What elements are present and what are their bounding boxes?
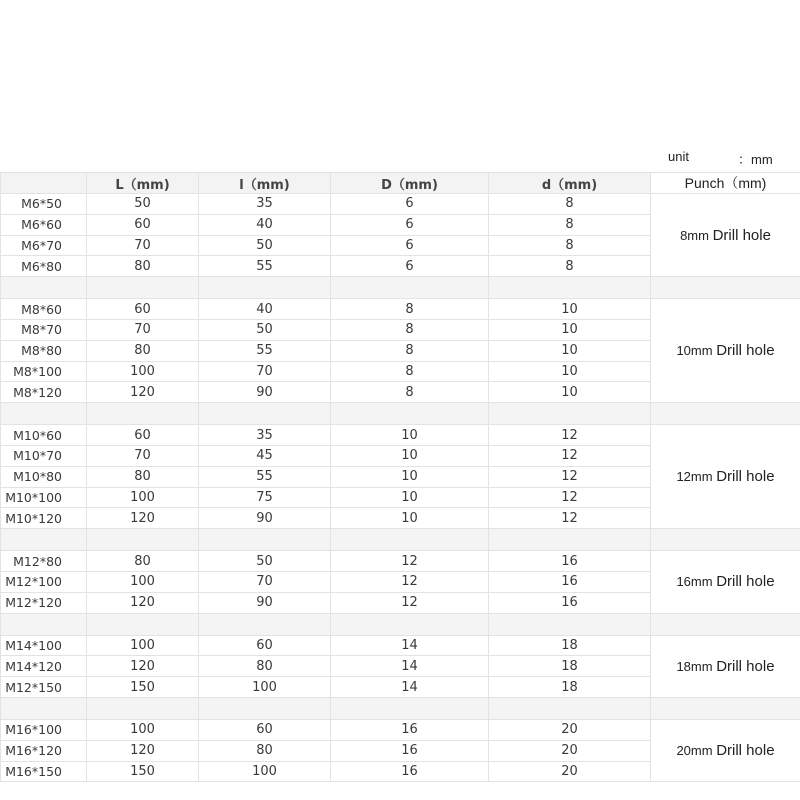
cell-l: 55 — [199, 466, 331, 487]
separator-cell — [87, 529, 199, 551]
cell-d: 10 — [489, 319, 651, 340]
cell-D: 8 — [331, 299, 489, 320]
unit-value: ：mm — [738, 152, 773, 167]
cell-l: 55 — [199, 340, 331, 361]
cell-d: 12 — [489, 466, 651, 487]
separator-cell — [651, 403, 800, 425]
separator-cell — [489, 529, 651, 551]
punch-cell — [651, 551, 800, 613]
cell-D: 16 — [331, 719, 489, 740]
cell-D: 14 — [331, 677, 489, 698]
cell-L: 60 — [87, 214, 199, 235]
cell-l: 80 — [199, 656, 331, 677]
table-row — [1, 551, 800, 572]
separator-cell — [1, 697, 87, 719]
cell-d: 16 — [489, 571, 651, 592]
cell-l: 70 — [199, 361, 331, 382]
cell-L: 80 — [87, 256, 199, 277]
cell-size: M10*100 — [1, 487, 87, 508]
cell-L: 60 — [87, 299, 199, 320]
cell-d: 16 — [489, 551, 651, 572]
cell-D: 10 — [331, 425, 489, 446]
punch-diameter: 8mm — [680, 227, 709, 243]
cell-D: 10 — [331, 466, 489, 487]
cell-size: M12*100 — [1, 571, 87, 592]
unit-label-text: unit — [668, 149, 689, 164]
separator-cell — [489, 697, 651, 719]
cell-L: 150 — [87, 761, 199, 782]
cell-d: 10 — [489, 382, 651, 403]
cell-l: 50 — [199, 551, 331, 572]
cell-L: 70 — [87, 445, 199, 466]
cell-d: 20 — [489, 761, 651, 782]
separator-cell — [331, 529, 489, 551]
cell-D: 10 — [331, 445, 489, 466]
cell-size: M16*120 — [1, 740, 87, 761]
separator-cell — [199, 613, 331, 635]
cell-D: 10 — [331, 487, 489, 508]
cell-l: 60 — [199, 635, 331, 656]
separator-cell — [331, 697, 489, 719]
cell-L: 120 — [87, 740, 199, 761]
separator-cell — [1, 403, 87, 425]
cell-l: 80 — [199, 740, 331, 761]
cell-D: 12 — [331, 592, 489, 613]
cell-d: 10 — [489, 340, 651, 361]
header-l: l（mm) — [199, 173, 331, 194]
cell-l: 90 — [199, 382, 331, 403]
table-row — [1, 299, 800, 320]
cell-D: 16 — [331, 740, 489, 761]
cell-d: 18 — [489, 635, 651, 656]
cell-size: M8*80 — [1, 340, 87, 361]
cell-L: 70 — [87, 319, 199, 340]
cell-d: 12 — [489, 425, 651, 446]
cell-l: 55 — [199, 256, 331, 277]
table-row — [1, 194, 800, 215]
cell-D: 12 — [331, 571, 489, 592]
punch-label: Drill hole — [712, 226, 771, 244]
cell-L: 120 — [87, 382, 199, 403]
cell-d: 8 — [489, 235, 651, 256]
separator-cell — [489, 403, 651, 425]
group-separator — [1, 403, 800, 425]
cell-D: 6 — [331, 214, 489, 235]
table-row — [1, 425, 800, 446]
cell-d: 12 — [489, 508, 651, 529]
cell-d: 12 — [489, 445, 651, 466]
table-row — [1, 719, 800, 740]
cell-size: M16*100 — [1, 719, 87, 740]
cell-L: 100 — [87, 361, 199, 382]
punch-label: Drill hole — [716, 468, 775, 486]
separator-cell — [331, 613, 489, 635]
cell-D: 8 — [331, 340, 489, 361]
separator-cell — [1, 277, 87, 299]
punch-label: Drill hole — [716, 742, 775, 760]
cell-D: 14 — [331, 656, 489, 677]
cell-L: 100 — [87, 635, 199, 656]
cell-size: M8*100 — [1, 361, 87, 382]
cell-size: M8*60 — [1, 299, 87, 320]
separator-cell — [199, 697, 331, 719]
cell-D: 16 — [331, 761, 489, 782]
separator-cell — [651, 277, 800, 299]
separator-cell — [331, 277, 489, 299]
cell-d: 12 — [489, 487, 651, 508]
cell-size: M12*120 — [1, 592, 87, 613]
header-row — [1, 173, 800, 194]
header-size — [1, 173, 87, 194]
cell-l: 100 — [199, 761, 331, 782]
cell-l: 100 — [199, 677, 331, 698]
cell-l: 90 — [199, 592, 331, 613]
cell-size: M6*60 — [1, 214, 87, 235]
cell-L: 50 — [87, 194, 199, 215]
cell-l: 50 — [199, 319, 331, 340]
cell-D: 14 — [331, 635, 489, 656]
cell-L: 80 — [87, 466, 199, 487]
group-separator — [1, 697, 800, 719]
cell-size: M14*120 — [1, 656, 87, 677]
cell-d: 10 — [489, 299, 651, 320]
punch-cell — [651, 719, 800, 781]
punch-label: Drill hole — [716, 342, 775, 360]
cell-D: 8 — [331, 382, 489, 403]
punch-label: Drill hole — [716, 573, 775, 591]
cell-d: 18 — [489, 656, 651, 677]
spec-table — [0, 172, 800, 782]
cell-l: 40 — [199, 214, 331, 235]
separator-cell — [199, 277, 331, 299]
separator-cell — [651, 697, 800, 719]
punch-diameter: 20mm — [676, 743, 713, 759]
cell-D: 10 — [331, 508, 489, 529]
cell-d: 8 — [489, 194, 651, 215]
cell-d: 18 — [489, 677, 651, 698]
cell-size: M6*50 — [1, 194, 87, 215]
separator-cell — [87, 403, 199, 425]
cell-size: M8*70 — [1, 319, 87, 340]
unit-label — [668, 149, 773, 167]
cell-d: 8 — [489, 256, 651, 277]
separator-cell — [1, 529, 87, 551]
punch-cell — [651, 299, 800, 403]
cell-L: 120 — [87, 656, 199, 677]
header-d: d（mm) — [489, 173, 651, 194]
cell-d: 20 — [489, 740, 651, 761]
separator-cell — [331, 403, 489, 425]
separator-cell — [489, 613, 651, 635]
cell-size: M6*70 — [1, 235, 87, 256]
cell-L: 80 — [87, 340, 199, 361]
cell-l: 45 — [199, 445, 331, 466]
header-L: L（mm) — [87, 173, 199, 194]
cell-d: 10 — [489, 361, 651, 382]
cell-l: 50 — [199, 235, 331, 256]
cell-size: M10*70 — [1, 445, 87, 466]
punch-diameter: 18mm — [676, 658, 713, 674]
table-row — [1, 635, 800, 656]
cell-D: 6 — [331, 256, 489, 277]
cell-d: 20 — [489, 719, 651, 740]
cell-l: 35 — [199, 194, 331, 215]
punch-cell — [651, 425, 800, 529]
cell-size: M6*80 — [1, 256, 87, 277]
cell-size: M14*100 — [1, 635, 87, 656]
cell-L: 100 — [87, 719, 199, 740]
cell-L: 150 — [87, 677, 199, 698]
group-separator — [1, 277, 800, 299]
cell-l: 40 — [199, 299, 331, 320]
spec-table-body — [1, 194, 800, 782]
separator-cell — [199, 403, 331, 425]
cell-L: 60 — [87, 425, 199, 446]
cell-l: 60 — [199, 719, 331, 740]
group-separator — [1, 529, 800, 551]
separator-cell — [199, 529, 331, 551]
cell-size: M10*60 — [1, 425, 87, 446]
cell-L: 100 — [87, 571, 199, 592]
separator-cell — [87, 697, 199, 719]
cell-size: M8*120 — [1, 382, 87, 403]
cell-d: 16 — [489, 592, 651, 613]
separator-cell — [87, 277, 199, 299]
punch-diameter: 10mm — [676, 343, 713, 359]
cell-size: M12*80 — [1, 551, 87, 572]
cell-D: 6 — [331, 194, 489, 215]
separator-cell — [1, 613, 87, 635]
cell-D: 6 — [331, 235, 489, 256]
separator-cell — [87, 613, 199, 635]
cell-L: 70 — [87, 235, 199, 256]
cell-l: 75 — [199, 487, 331, 508]
cell-L: 120 — [87, 508, 199, 529]
cell-size: M10*80 — [1, 466, 87, 487]
cell-L: 120 — [87, 592, 199, 613]
cell-l: 70 — [199, 571, 331, 592]
punch-label: Drill hole — [716, 657, 775, 675]
punch-diameter: 16mm — [676, 574, 713, 590]
punch-diameter: 12mm — [676, 469, 713, 485]
cell-size: M10*120 — [1, 508, 87, 529]
header-D: D（mm) — [331, 173, 489, 194]
cell-L: 100 — [87, 487, 199, 508]
cell-size: M12*150 — [1, 677, 87, 698]
cell-D: 12 — [331, 551, 489, 572]
cell-size: M16*150 — [1, 761, 87, 782]
cell-d: 8 — [489, 214, 651, 235]
cell-D: 8 — [331, 319, 489, 340]
group-separator — [1, 613, 800, 635]
cell-l: 35 — [199, 425, 331, 446]
cell-L: 80 — [87, 551, 199, 572]
cell-D: 8 — [331, 361, 489, 382]
header-punch: Punch（mm) — [651, 173, 800, 194]
separator-cell — [651, 529, 800, 551]
cell-l: 90 — [199, 508, 331, 529]
punch-cell — [651, 635, 800, 697]
punch-cell — [651, 194, 800, 277]
separator-cell — [489, 277, 651, 299]
separator-cell — [651, 613, 800, 635]
